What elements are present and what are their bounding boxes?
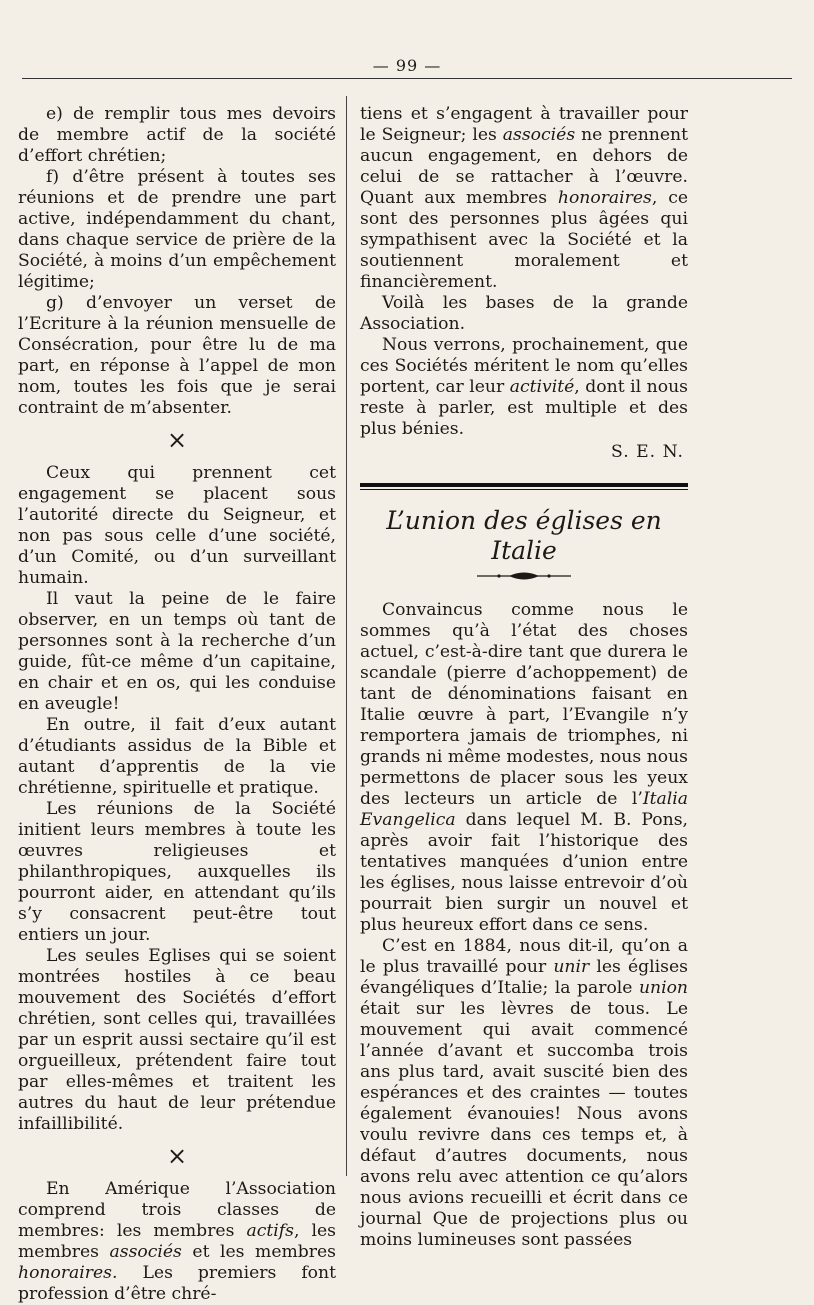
emphasis-actifs: actifs [246, 1221, 294, 1241]
article-paragraph [360, 936, 688, 1251]
paragraph: Les réunions de la Société initient leurs membres à toute les œuvres religieuses et philanthropiques, auxquelles ils pourront aider, en attendant qu’ils s’y consacrent peut-être tout entiers un jour. [18, 799, 336, 945]
text-run: Convaincus comme nous le sommes qu’à l’état des choses actuel, c’est-à-dire tant que durera le scandale (pierre d’achoppement) de tant de dénominations faisant en Italie œuvre à part, l’Evangile n’y remportera jamais de triomphes, ni grands ni même modestes, nous nous permettons de placer sous les yeux des lecteurs un article de l’ [360, 600, 688, 809]
section-rule-thick [360, 483, 688, 487]
left-column [18, 104, 336, 1305]
text-run: et les membres [181, 1242, 336, 1262]
text-run: , les membres [18, 1221, 336, 1262]
article-paragraph [360, 600, 688, 936]
author-signature: S. E. N. [611, 442, 684, 462]
text-run: était sur les lèvres de tous. Le mouvement qui avait commencé l’année d’avant et succomba trois ans plus tard, avait suscité bien des espérances et des craintes — toutes également évanouies! Nous avons voulu revivre dans ces temps et, à défaut d’autres documents, nous avons relu avec attention ce qu’alors nous avions recueilli et écrit dans ce journal Que de projections plus ou moins lumineuses sont passées [360, 999, 688, 1250]
text-run: tiens et s’engagent à travailler pour le Seigneur; les [360, 104, 688, 145]
paragraph: Voilà les bases de la grande Association. [360, 293, 688, 334]
text-run: Nous verrons, prochainement, que ces Sociétés méritent le nom qu’elles portent, car leur [360, 335, 688, 397]
paragraph: Les seules Eglises qui se soient montrées hostiles à ce beau mouvement des Sociétés d’effort chrétien, sont celles qui, travaillées par un esprit aussi sectaire qu’il est orgueilleux, prétendent faire tout par elles-mêmes et traitent les autres du haut de leur prétendue infaillibilité. [18, 946, 336, 1134]
emphasis-associes: associés [109, 1242, 182, 1262]
section-title: L’union des églises en Italie [386, 506, 662, 565]
text-run: En Amérique l’Association comprend trois classes de membres: les membres [18, 1179, 336, 1241]
emphasis-associes: associés [502, 125, 576, 145]
section-separator-cross: × [166, 426, 188, 454]
emphasis-unir: unir [553, 957, 590, 977]
paragraph: En outre, il fait d’eux autant d’étudiants assidus de la Bible et autant d’apprentis de la vie chrétienne, spirituelle et pratique. [18, 715, 336, 798]
right-column [360, 104, 688, 1251]
text-run: , dont il nous reste à parler, est multiple et des plus bénies. [360, 377, 688, 439]
section-rule-thin [360, 489, 688, 490]
ornament-divider [469, 570, 579, 582]
text-run: Les premiers font profession d’être chré- [18, 1263, 336, 1304]
paragraph: Il vaut la peine de le faire observer, en un temps où tant de personnes sont à la recherche d’un guide, fût-ce même d’un capitaine, en chair et en os, qui les conduise en aveugle! [18, 589, 336, 714]
header-rule [22, 78, 792, 79]
emphasis-activite: activité [509, 377, 575, 397]
journal-name: Italia Evangelica [360, 789, 688, 830]
paragraph: Ceux qui prennent cet engagement se placent sous l’autorité directe du Seigneur, et non pas sous celle d’une société, d’un Comité, ou d’un surveillant humain. [18, 463, 336, 588]
emphasis-honoraires: honoraires. [18, 1263, 118, 1283]
column-divider [346, 96, 347, 1176]
pledge-item-e: e) de remplir tous mes devoirs de membre actif de la société d’effort chrétien; [18, 104, 336, 166]
text-run: dans lequel M. B. Pons, après avoir fait l’historique des tentatives manquées d’union entre les églises, nous laisse entrevoir d’où pourrait bien surgir un nouvel et plus heureux effort dans ce sens. [360, 810, 688, 935]
paragraph-membership-classes [18, 1179, 336, 1305]
text-run: C’est en 1884, nous dit-il, qu’on a le plus travaillé pour [360, 936, 688, 977]
emphasis-honoraires: honoraires [557, 188, 652, 208]
pledge-item-g: g) d’envoyer un verset de l’Ecriture à la réunion mensuelle de Consécration, pour être lu de ma part, en réponse à l’appel de mon nom, toutes les fois que je serai contraint de m’absenter. [18, 293, 336, 418]
emphasis-union: union [638, 978, 688, 998]
text-run: les églises évangéliques d’Italie; la parole [360, 957, 688, 998]
paragraph-continuation [360, 104, 688, 293]
pledge-item-f: f) d’être présent à toutes ses réunions et de prendre une part active, indépendamment du chant, dans chaque service de prière de la Société, à moins d’un empêchement légitime; [18, 167, 336, 292]
page-number: — 99 — [372, 56, 442, 75]
text-run: , ce sont des personnes plus âgées qui sympathisent avec la Société et la soutiennent moralement et financièrement. [360, 188, 688, 292]
section-separator-cross: × [166, 1142, 188, 1170]
text-run: ne prennent aucun engagement, en dehors de celui de se rattacher à l’œuvre. Quant aux membres [360, 125, 688, 208]
paragraph [360, 335, 688, 440]
